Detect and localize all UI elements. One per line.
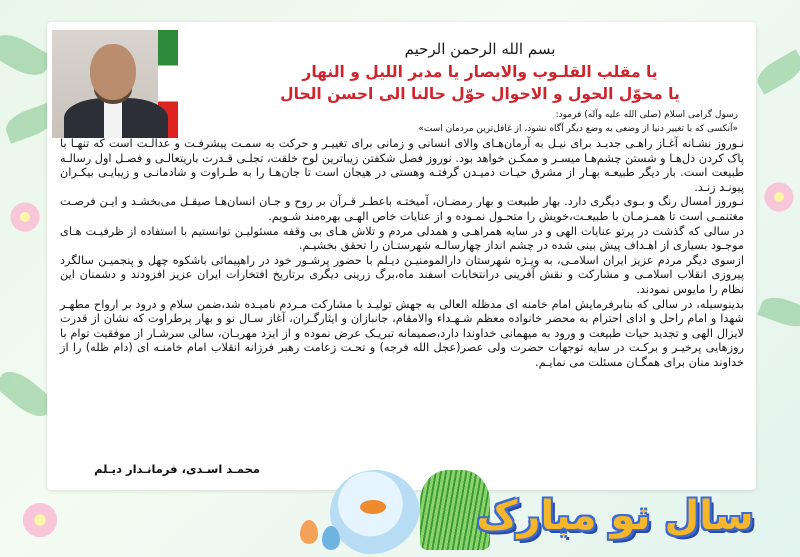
banner-text: سال نو مبارک — [476, 492, 754, 539]
goldfish-illustration — [360, 500, 386, 514]
body-paragraph: بدینوسیله، در سالی که بنابرفرمایش امام خامنه ای مدظله العالی به جهش تولیـد با مشارکت مـردم نامیـده شد،ضمن سلام و درود بر ارواح مطهـر شهدا و امام راحل و ادای احترام به محضر خانواده معظم شـهـداء والامقام، جانبازان و ایثارگـران، آغاز سـال نو و بهار پرطراوت که نشان از قدرت لایزال الهی و تجدید حیات طبیعت و ورود به میهمانی خداوندا دارد،صمیمانه تبریـک عرض نموده و از ایزد مهربـان، سالی سرشـار از موفقیت توام با روزهایی پرخیـر و برکـت در سایه توجهات حضرت ولی عصر(عجل الله فرجه) و تحـت زعامت رهبر فرزانه انقلاب امام خامنـه ای (دام ظله) را از خداوند منان برای همگـان مسئلت می نمایـم. — [60, 297, 744, 369]
body-paragraph: نـوروز امسال رنگ و بـوی دیگری دارد. بهار طبیعت و بهار رمضـان، آمیختـه باعطـر قـرآن بر روح و جـان انسان‌هـا صیقـل می‌بخشـد و ایـن فرصـت مغتنمـی است تا همـزمـان با طبیعـت،خویش را متحـول نمـوده و از عنایات خاص الهـی بهره‌مند شـویم. — [60, 195, 744, 223]
painted-egg-illustration — [322, 526, 340, 550]
body-paragraph: در سالی که گذشت در پرتو عنایات الهی و در سایه همراهـی و همدلی مردم و تلاش هـای بی وقفه مسئولیـن توانستیم با استفاده از ظرفیـت هـای موجـود بسیاری از اهـداف پیش بینی شده در چشم انداز چهارسالـه شهرستـان را تحقق بخشیـم. — [60, 224, 744, 253]
hadith-attribution: رسول گرامی اسلام (صلی الله علیه وآله) فرمود: — [555, 110, 738, 120]
bismillah-text: بسم الله الرحمن الرحیم — [404, 40, 556, 58]
signature: محمـد اسـدی، فرمانـدار دیـلم — [94, 462, 260, 476]
hadith-quote — [218, 108, 738, 136]
prayer-line-2: یا محوّل الحول و الاحوال حوّل حالنا الی احسن الحال — [280, 85, 680, 103]
body-paragraph: ازسوی دیگر مردم عزیز ایران اسلامـی، به ویـژه شهرستان دارالمومنیـن دیـلم با حضور پرشـور خود در راهپیمائی باشکوه چهل و پنجمیـن سالگرد پیروزی انقلاب اسلامـی و مشارکت و نقش آفرینی درانتخابات اسفند ماه،برگ زرینی دیگری برتاریخ افتخارات ایران عزیز افزودند و دشمنان این نظام را مایوس نمودند. — [60, 253, 744, 296]
message-heading — [220, 40, 740, 105]
body-paragraph: نـوروز نشـانه آغـاز راهـی جدیـد برای نیـل به آرمان‌هـای والای انسانی و زمانی برای تغییـر و حرکت به سمـت پیشرفـت و عدالـت است که تنهـا با پاک کردن دل‌هـا و شستن چشم‌هـا میسـر و ممکـن خواهد بود. نوروز فصل شکفتن زیباترین لوح خلقت، تجلـی قـدرت باریتعالـی و فصـل اول رسالـه طبیعت است. بار دیگر طبیعـه بهـار از مشرق حیـات دمیـدن گرفتـه وهستی در هیجان است تا جان‌هـا را به طـراوت و شادمانـی و زیبایـی بیکـران پیونـد زنـد. — [60, 137, 744, 194]
painted-egg-illustration — [300, 520, 318, 544]
hadith-text: «آنکسی که با تغییر دنیا از وضعی به وضع دیگر آگاه نشود، از غافل‌ترین مردمان است» — [418, 124, 738, 134]
message-body — [60, 137, 744, 371]
official-portrait-photo — [52, 30, 178, 138]
prayer-line-1: یا مقلب القلـوب والابصار یا مدبر اللیل و النهار — [302, 63, 658, 81]
happy-new-year-banner — [465, 478, 765, 553]
